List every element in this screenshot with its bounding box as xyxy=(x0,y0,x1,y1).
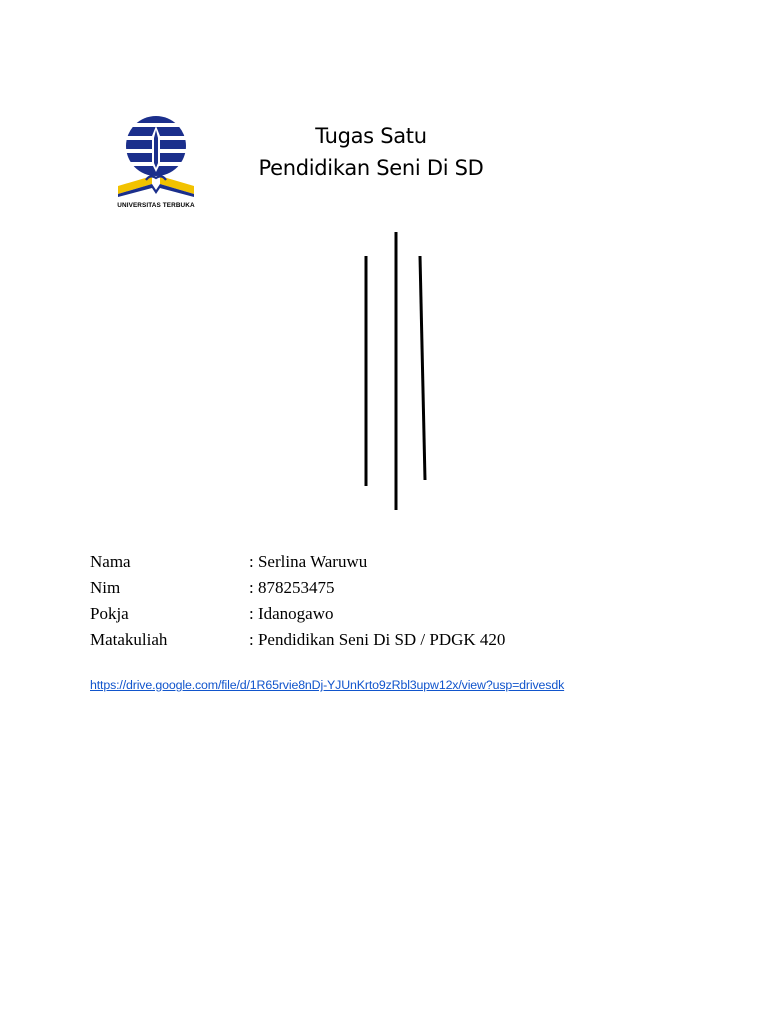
info-label: Nim xyxy=(90,578,121,597)
info-label: Nama xyxy=(90,552,131,571)
university-emblem-icon xyxy=(106,116,206,202)
info-label: Matakuliah xyxy=(90,630,168,649)
title-line-1: Tugas Satu xyxy=(315,124,427,148)
university-logo xyxy=(106,116,206,214)
title-line-2: Pendidikan Seni Di SD xyxy=(258,156,484,180)
info-value: : 878253475 xyxy=(249,578,335,597)
logo-caption: UNIVERSITAS TERBUKA xyxy=(117,202,195,209)
info-value: : Serlina Waruwu xyxy=(249,552,368,571)
info-value: : Idanogawo xyxy=(249,604,334,623)
info-value: : Pendidikan Seni Di SD / PDGK 420 xyxy=(249,630,506,649)
drive-link[interactable]: https://drive.google.com/file/d/1R65rvie8nDj-YJUnKrto9zRbl3upw12x/view?usp=drivesdk xyxy=(90,678,565,692)
document-title xyxy=(200,120,542,184)
right-vertical-line xyxy=(420,256,425,480)
decorative-vertical-lines xyxy=(355,228,435,514)
info-label: Pokja xyxy=(90,604,129,623)
